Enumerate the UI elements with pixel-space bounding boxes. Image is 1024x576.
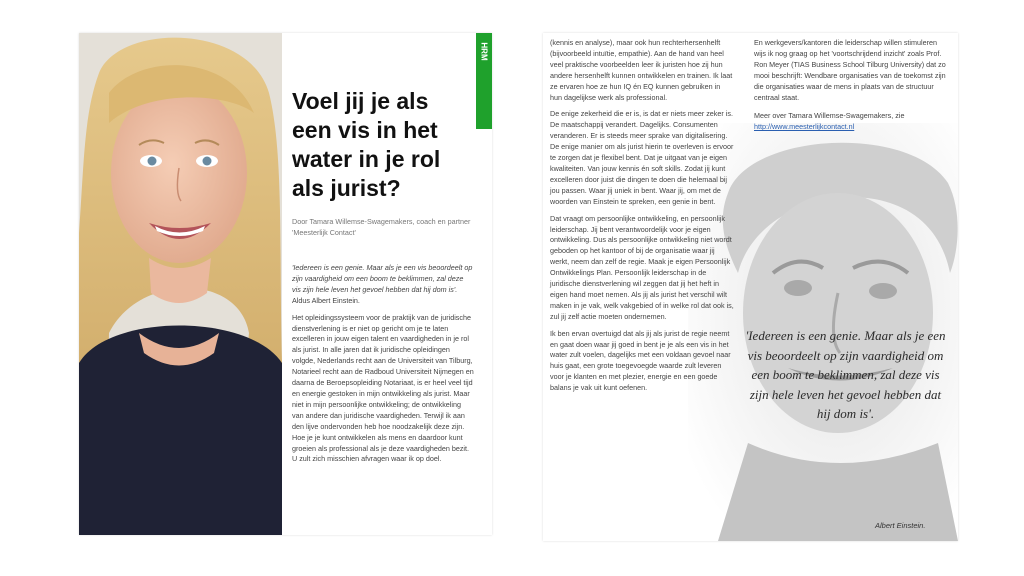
right-column-1 (550, 38, 734, 400)
body-paragraph: Dat vraagt om persoonlijke ontwikkeling, en persoonlijk leiderschap. Jij bent verantwoordelijk voor je eigen ontwikkeling. Dus als persoonlijke ontwikkeling niet wordt geboden op het kantoor of bij de organisatie waar jij werkt, neem dan zelf de regie. Maak je eigen Persoonlijk Ontwikkelings Plan. Persoonlijk leiderschap in de juridische dienstverlening wil zeggen dat jij het heft in eigen hand moet nemen. Als jij als jurist het verschil wilt maken in je vak, welk vakgebied of in welke rol dat ook is, zul jij zelf actie moeten ondernemen. (550, 213, 734, 321)
body-paragraph: Het opleidingssysteem voor de praktijk van de juridische dienstverlening is er niet op gericht om je te laten excelleren in jouw eigen talent en vaardigheden in je rol als jurist. In alle jaren dat ik juridische opleidingen volgde, Nederlands recht aan de Universiteit van Tilburg, Notarieel recht aan de Radboud Universiteit Nijmegen en daarna de Beroepsopleiding Notariaat, is er heel veel tijd en energie gestoken in mijn ontwikkeling als jurist. Maar niet in mijn persoonlijke ontwikkeling; de ontwikkeling van andere dan juridische vaardigheden. Terwijl ik aan den lijve ondervonden heb hoe noodzakelijk deze zijn. Hoe je je kunt ontwikkelen als mens en daardoor kunt groeien als professional als je deze vaardigheden bezit. U zult zich misschien afvragen waar ik op doel. (292, 312, 474, 464)
intro-quote: 'Iedereen is een genie. Maar als je een vis beoordeelt op zijn vaardigheid om een boom te beklimmen, zal deze vis zijn hele leven het gevoel hebben dat hij dom is'. (292, 263, 473, 294)
byline: Door Tamara Willemse-Swagemakers, coach en partner 'Meesterlijk Contact' (292, 217, 471, 237)
author-photo (79, 33, 282, 535)
website-link[interactable]: http://www.meesterlijkcontact.nl (754, 122, 855, 132)
intro-paragraph (292, 263, 474, 307)
pull-quote-attribution: Albert Einstein. (875, 521, 926, 530)
right-page (543, 33, 958, 541)
body-paragraph: (kennis en analyse), maar ook hun rechterhersenhelft (bijvoorbeeld intuïtie, empathie). Aan de hand van heel veel praktische voorbeelden leer ik juristen hoe zij hun andere hersenhelft kunnen ontwikkelen en trainen. Ik laat ze ervaren hoe ze hun IQ én EQ kunnen gebruiken in hun dagelijkse werk als professional. (550, 38, 733, 102)
section-tab-hrm (476, 33, 492, 129)
section-tab-label: HRM (479, 42, 489, 61)
pull-quote: 'Iedereen is een genie. Maar als je een vis beoordeelt op zijn vaardigheid om een boom te beklimmen, zal deze vis zijn hele leven het gevoel hebben dat hij dom is'. (745, 328, 946, 421)
right-column-2 (754, 38, 949, 141)
body-paragraph: De enige zekerheid die er is, is dat er niets meer zeker is. De maatschappij verandert. Dagelijks. Consumenten veranderen. Er is steeds meer sprake van digitalisering. De enige manier om als jurist hierin te overleven is ervoor te zorgen dat je flexibel bent. Dat je uitgaat van je eigen kwaliteiten. Van jouw kennis én soft skills. Zodat jij kunt excelleren door juist die dingen te doen die helemaal bij jou passen. Waar jij uniek in bent. Waar jij, om met de woorden van Einstein te spreken, een genie in bent. (550, 109, 734, 206)
intro-attrib: Aldus Albert Einstein. (292, 295, 360, 305)
left-page (79, 33, 492, 535)
article-title: Voel jij je als een vis in het water in je rol als jurist? (292, 88, 441, 201)
more-info-text: Meer over Tamara Willemse-Swagemakers, zie (754, 111, 905, 121)
more-info-paragraph (754, 111, 949, 133)
left-body (292, 263, 474, 471)
body-paragraph: Ik ben ervan overtuigd dat als jij als jurist de regie neemt en gaat doen waar jij goed in bent je je als een vis in het water zult voelen, dagelijks met een voldaan gevoel naar huis gaat, een grote toegevoegde waarde zult leveren voor je klanten en met plezier, energie en een goede balans je vak uit kunt oefenen. (550, 328, 731, 393)
body-paragraph: En werkgevers/kantoren die leiderschap willen stimuleren wijs ik nog graag op het 'voortschrijdend inzicht' zoals Prof. Ron Meyer (TIAS Business School Tilburg University) dat zo mooi beschrijft: Wendbare organisaties van de toekomst zijn die organisaties waar de mens in plaats van de structuur centraal staat. (754, 38, 946, 102)
